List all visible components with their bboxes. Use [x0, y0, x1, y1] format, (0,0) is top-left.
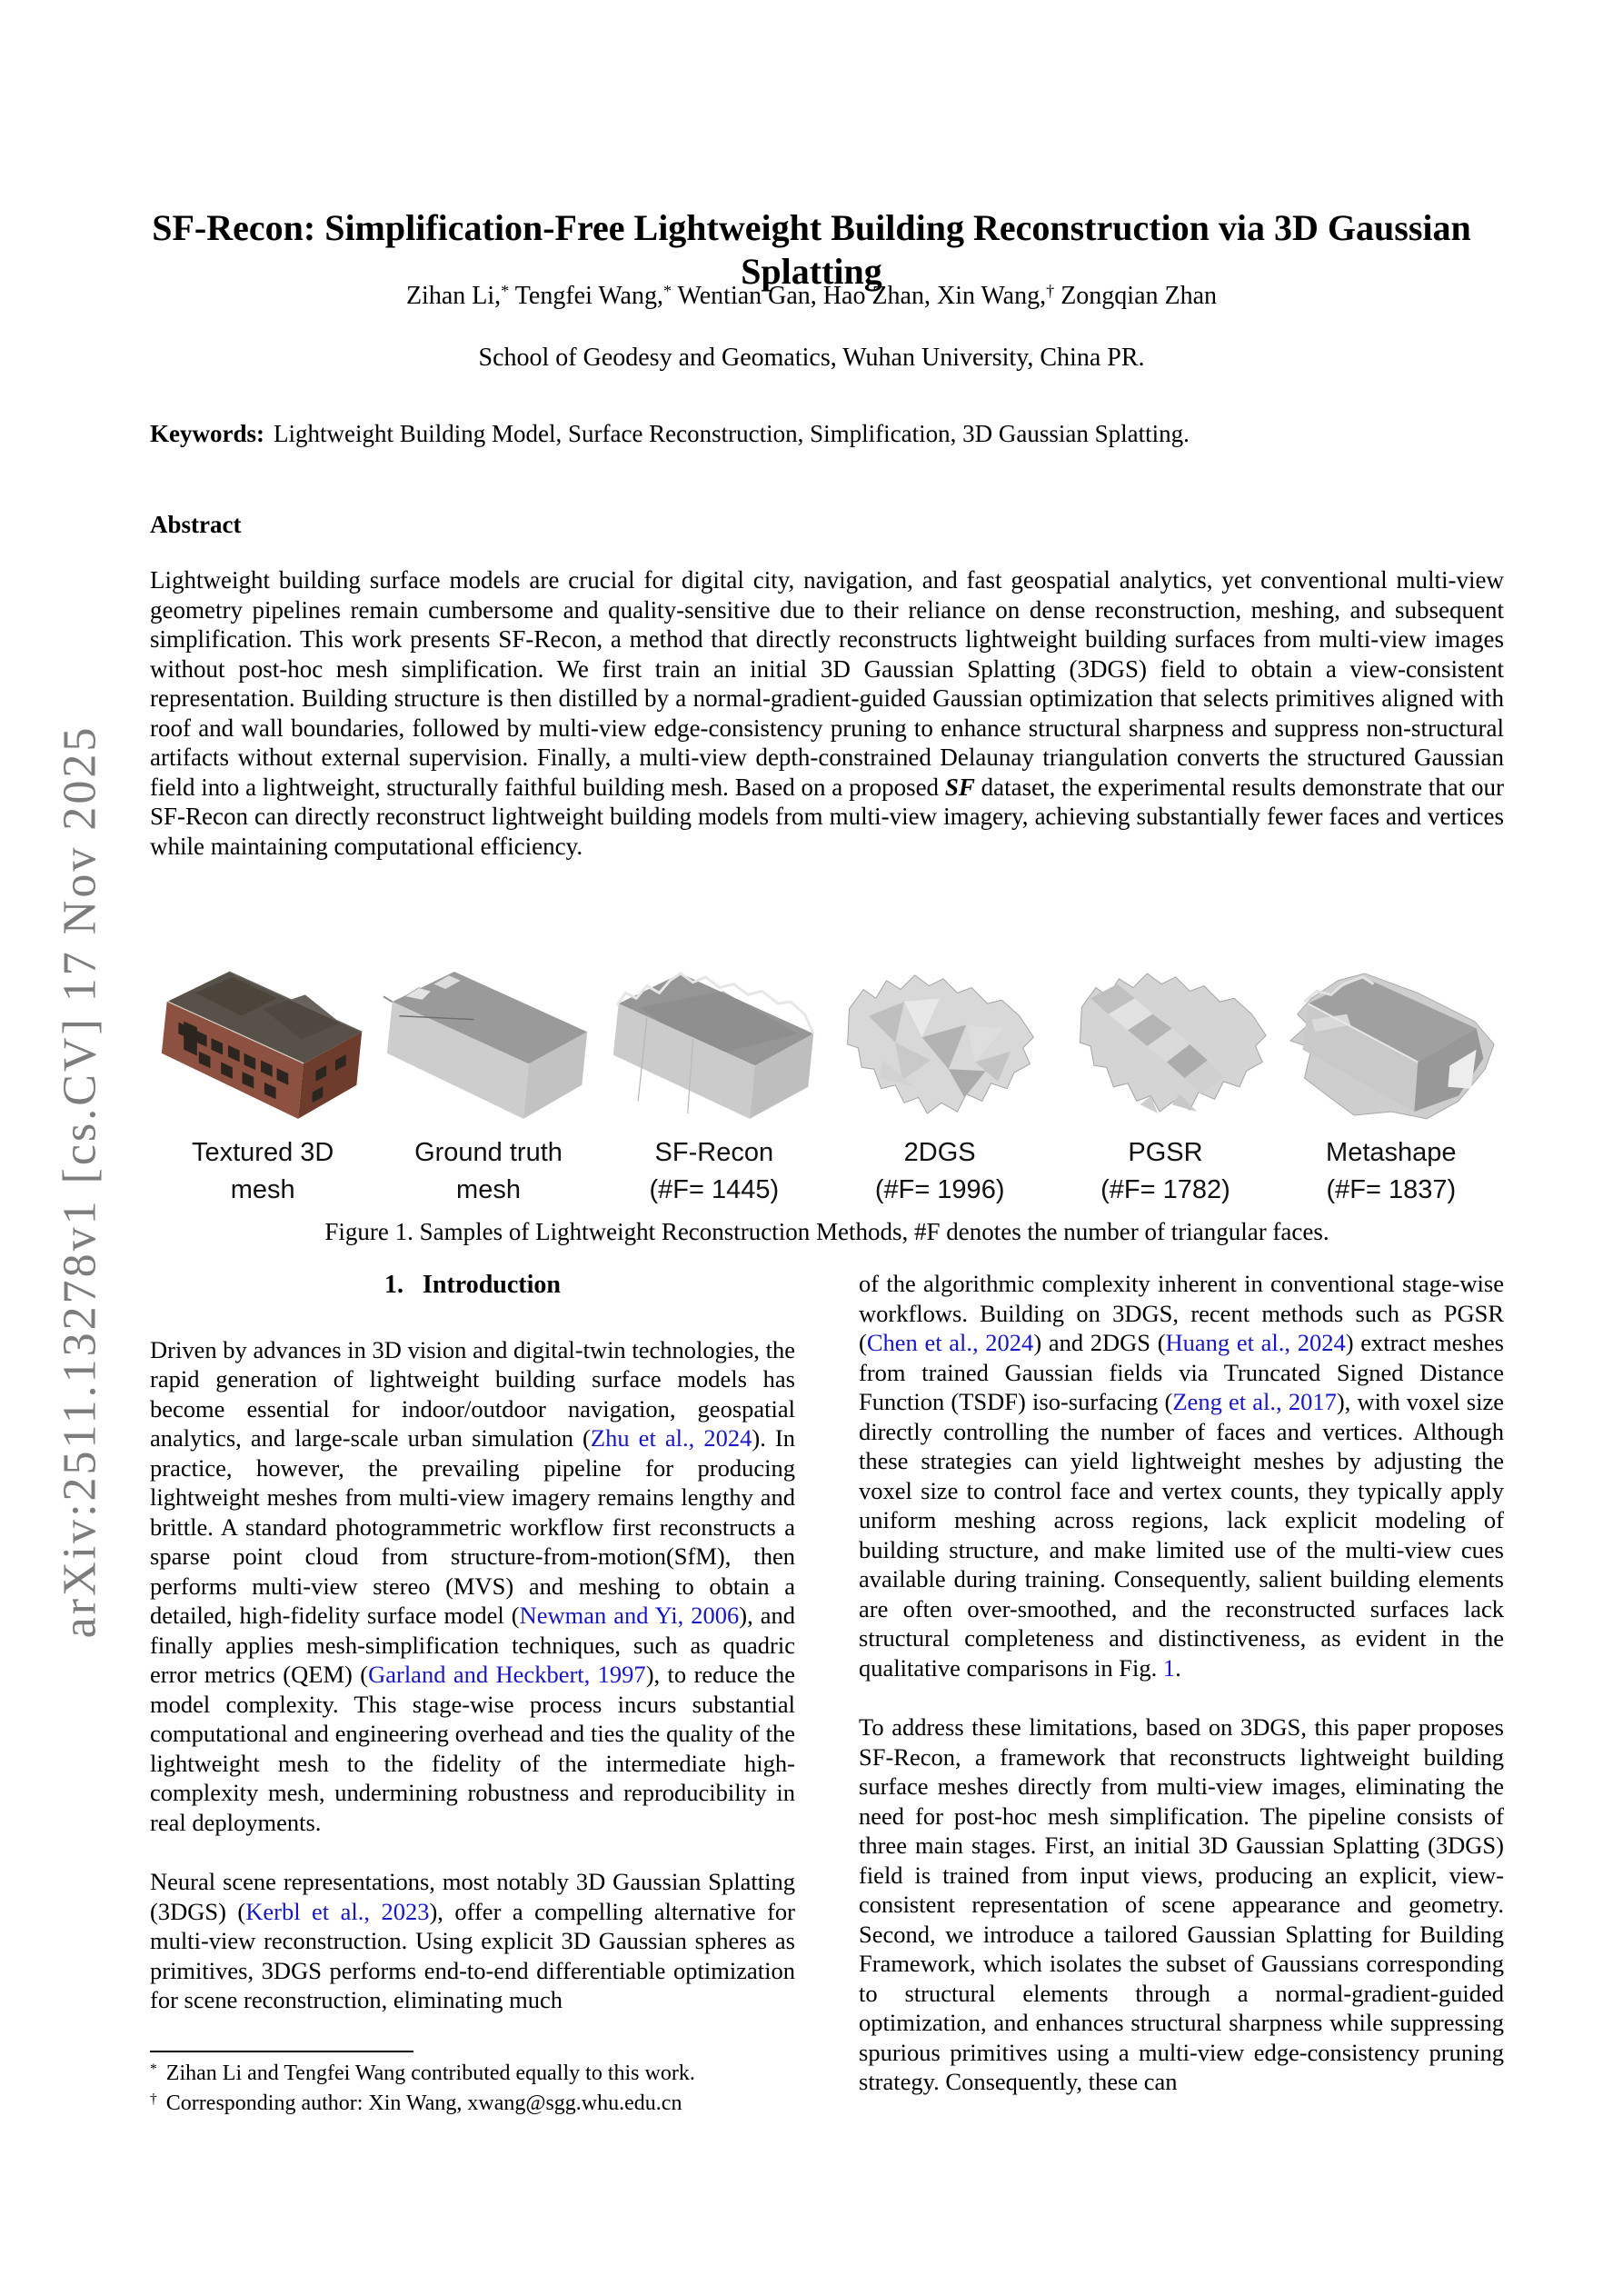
citation-link[interactable]: 1: [1162, 1653, 1176, 1682]
mesh-render-ground-truth: [375, 960, 601, 1125]
figure1-item-pgsr: [1052, 960, 1278, 1209]
text-segment: dataset, the experimental results demonstrate that our SF-Recon can directly reconstruct lightweight building models from multi-view imagery, achieving substantially fewer faces and vertices while maintaining computational efficiency.: [150, 773, 1504, 860]
mesh-render-2dgs: [827, 960, 1052, 1125]
right-column: [859, 1269, 1504, 2127]
introduction-columns: [150, 1269, 1504, 2127]
figure1-row: [150, 960, 1504, 1209]
keywords-line: [150, 420, 1504, 448]
text-segment: Zihan Li,: [405, 282, 502, 310]
figure1-label: PGSR (#F= 1782): [1100, 1138, 1230, 1204]
citation-link[interactable]: Garland and Heckbert, 1997: [368, 1661, 646, 1688]
figure1-label: SF-Recon (#F= 1445): [649, 1138, 780, 1204]
text-segment: ), with voxel size directly controlling the number of faces and vertices. Although these strategies can yield lightweight meshes by adjusting the voxel size to control face and vertex counts, they typically apply uniform meshing across regions, lack explicit modeling of building structure, and make limited use of the multi-view cues available during training. Consequently, salient building elements are often over-smoothed, and the reconstructed surfaces lack structural completeness and distinctiveness, as evident in the qualitative comparisons in Fig.: [859, 1388, 1504, 1682]
sf-recon-mesh-image: [608, 963, 821, 1123]
mesh-render-textured: [150, 960, 375, 1125]
paper-title: SF-Recon: Simplification-Free Lightweight Building Reconstruction via 3D Gaussian Splatting: [152, 206, 1471, 292]
text-segment: Zongqian Zhan: [1054, 282, 1218, 310]
text-segment: of the algorithmic complexity inherent in conventional stage-wise workflows. Building on 3DGS, recent methods such as PGSR (: [859, 1270, 1504, 1356]
citation-link[interactable]: Zeng et al., 2017: [1172, 1388, 1337, 1415]
text-segment: Wentian Gan, Hao Zhan, Xin Wang,: [672, 282, 1047, 310]
figure1-label: Metashape (#F= 1837): [1326, 1138, 1457, 1204]
mesh-render-pgsr: [1052, 960, 1278, 1125]
figure1-item-textured-mesh: [150, 960, 375, 1209]
figure1: [150, 960, 1504, 1209]
mesh-render-sf-recon: [602, 960, 827, 1125]
author-line: [91, 282, 1532, 311]
figure1-label: Textured 3D mesh: [191, 1138, 334, 1204]
affiliation: School of Geodesy and Geomatics, Wuhan University, China PR.: [478, 344, 1145, 372]
text-segment: Driven by advances in 3D vision and digital-twin technologies, the rapid generation of lightweight building surface models has become essential for indoor/outdoor navigation, geospatial analytics, and large-scale urban simulation (: [150, 1335, 795, 1452]
footnote-text: Corresponding author: Xin Wang, xwang@sgg.whu.edu.cn: [165, 2091, 682, 2115]
text-segment: Neural scene representations, most notably 3D Gaussian Splatting (3DGS) (: [150, 1868, 795, 1925]
citation-link[interactable]: Chen et al., 2024: [866, 1329, 1034, 1356]
arxiv-watermark: arXiv:2511.13278v1 [cs.CV] 17 Nov 2025: [54, 724, 106, 1639]
metashape-mesh-image: [1285, 963, 1498, 1123]
superscript-marker: *: [501, 281, 510, 300]
figure1-item-sf-recon: [602, 960, 827, 1209]
ground-truth-mesh-image: [382, 963, 594, 1123]
keywords-text: Lightweight Building Model, Surface Reconstruction, Simplification, 3D Gaussian Splatting.: [273, 420, 1190, 447]
emphasized-text: SF: [944, 773, 975, 801]
text-segment: ), to reduce the model complexity. This stage-wise process incurs substantial computational and engineering overhead and ties the quality of the lightweight mesh to the fidelity of the intermediate high-complexity mesh, undermining robustness and reproducibility in real deployments.: [150, 1661, 795, 1836]
text-segment: To address these limitations, based on 3DGS, this paper proposes SF-Recon, a framework that reconstructs lightweight building surface meshes directly from multi-view images, eliminating the need for post-hoc mesh simplification. The pipeline consists of three main stages. First, an initial 3D Gaussian Splatting (3DGS) field is trained from input views, producing an explicit, view-consistent representation of scene appearance and geometry. Second, we introduce a tailored Gaussian Splatting for Building Framework, which isolates the subset of Gaussians corresponding to structural elements through a normal-gradient-guided optimization, and enhances structural sharpness while suppressing spurious primitives using a multi-view edge-consistency pruning strategy. Consequently, these can: [859, 1713, 1504, 2095]
keywords-label: Keywords:: [150, 420, 264, 447]
text-segment: ), and finally applies mesh-simplification techniques, such as quadric error metrics (QEM) (: [150, 1602, 795, 1688]
abstract-heading: Abstract: [150, 511, 242, 538]
2dgs-mesh-image: [833, 963, 1046, 1123]
footnote-corresponding-author: [150, 2090, 795, 2120]
figure1-item-2dgs: [827, 960, 1052, 1209]
text-segment: ) and 2DGS (: [1033, 1329, 1166, 1356]
text-segment: Lightweight building surface models are crucial for digital city, navigation, and fast geospatial analytics, yet conventional multi-view geometry pipelines remain cumbersome and quality-sensitive due to their reliance on dense reconstruction, meshing, and subsequent simplification. This work presents SF-Recon, a method that directly reconstructs lightweight building surfaces from multi-view images without post-hoc mesh simplification. We first train an initial 3D Gaussian Splatting (3DGS) field to obtain a view-consistent representation. Building structure is then distilled by a normal-gradient-guided Gaussian optimization that selects primitives aligned with roof and wall boundaries, followed by multi-view edge-consistency pruning to enhance structural sharpness and suppress non-structural artifacts without external supervision. Finally, a multi-view depth-constrained Delaunay triangulation converts the structured Gaussian field into a lightweight, structurally faithful building mesh. Based on a proposed: [150, 566, 1504, 801]
footnote-marker: *: [150, 2061, 157, 2077]
citation-link[interactable]: Newman and Yi, 2006: [519, 1602, 740, 1629]
citation-link[interactable]: Huang et al., 2024: [1165, 1329, 1346, 1356]
paragraph: [859, 1712, 1504, 2097]
footnote-block: [150, 2051, 795, 2120]
footnote-marker: †: [150, 2091, 157, 2107]
text-segment: .: [1175, 1653, 1181, 1682]
superscript-marker: †: [1046, 281, 1055, 300]
footnote-rule: [150, 2051, 413, 2052]
figure1-item-ground-truth: [375, 960, 601, 1209]
paragraph: [150, 1335, 795, 1838]
citation-link[interactable]: Zhu et al., 2024: [590, 1424, 752, 1452]
footnote-text: Zihan Li and Tengfei Wang contributed equally to this work.: [165, 2061, 695, 2085]
footnote-equal-contribution: [150, 2060, 795, 2090]
textured-mesh-image: [156, 963, 369, 1123]
figure1-label: Ground truth mesh: [414, 1138, 563, 1204]
figure1-label: 2DGS (#F= 1996): [874, 1138, 1005, 1204]
left-column: [150, 1269, 795, 2127]
paragraph: [150, 1867, 795, 2015]
text-segment: ) extract meshes from trained Gaussian fields via Truncated Signed Distance Function (TSDF) iso-surfacing (: [859, 1329, 1504, 1415]
text-segment: ). In practice, however, the prevailing pipeline for producing lightweight meshes from multi-view imagery remains lengthy and brittle. A standard photogrammetric workflow first reconstructs a sparse point cloud from structure-from-motion(SfM), then performs multi-view stereo (MVS) and meshing to obtain a detailed, high-fidelity surface model (: [150, 1424, 795, 1629]
text-segment: Tengfei Wang,: [509, 282, 663, 310]
pgsr-mesh-image: [1059, 963, 1271, 1123]
mesh-render-metashape: [1279, 960, 1504, 1125]
figure1-item-metashape: [1279, 960, 1504, 1209]
superscript-marker: *: [662, 281, 672, 300]
citation-link[interactable]: Kerbl et al., 2023: [245, 1897, 430, 1925]
abstract-text: [150, 565, 1504, 861]
figure1-caption: Figure 1. Samples of Lightweight Reconstruction Methods, #F denotes the number of triangular faces.: [324, 1218, 1329, 1245]
text-segment: ), offer a compelling alternative for multi-view reconstruction. Using explicit 3D Gaussian spheres as primitives, 3DGS performs end-to-end differentiable optimization for scene reconstruction, eliminating much: [150, 1897, 795, 2013]
section-heading-introduction: 1. Introduction: [384, 1271, 561, 1299]
paragraph: [859, 1269, 1504, 1682]
